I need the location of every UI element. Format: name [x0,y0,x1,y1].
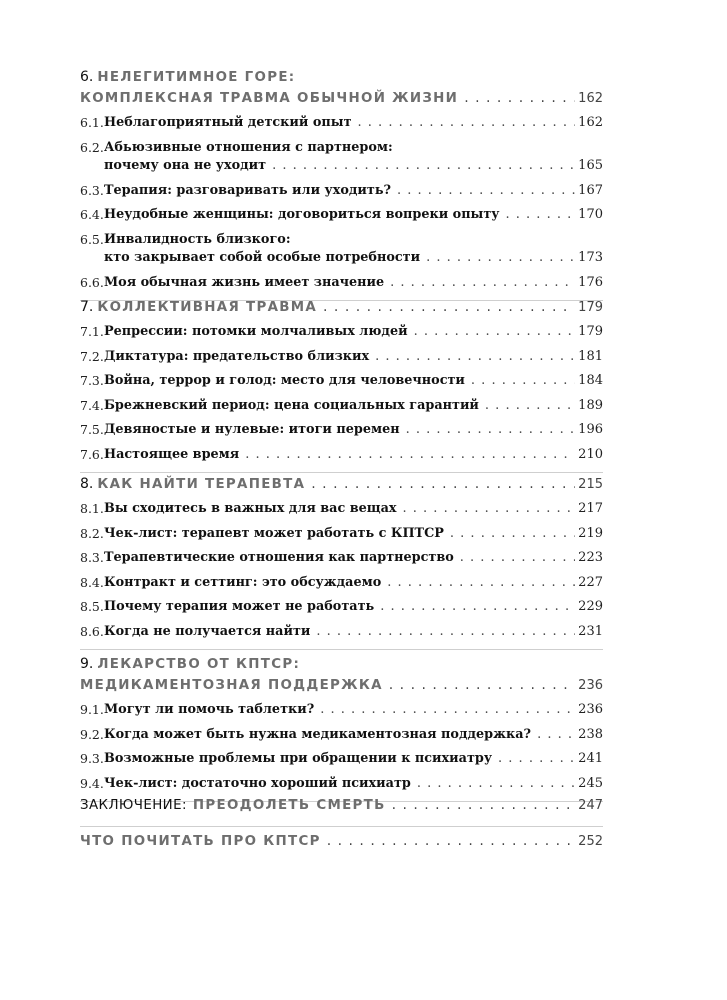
section-7-2-line [104,348,603,366]
section-8-3-title: Терапевтические отношения как партнерство [104,550,454,565]
chapter-6-page-number: 162 [578,91,603,106]
section-6-5-title: кто закрывает собой особые потребности [104,249,421,265]
section-8-1-title: Вы сходитесь в важных для вас вещах [104,501,397,516]
chapter-7-line [80,298,603,319]
section-7-2-title: Диктатура: предательство близких [104,348,370,364]
section-8-4-leader-dots [387,574,575,592]
section-7-4[interactable] [80,397,603,415]
section-7-4-title: Брежневский период: цена социальных гарантий [104,397,479,413]
section-9-1-leader-dots [320,701,575,719]
section-6-6-number: 6.6. [80,274,104,290]
section-6-6-line [104,274,603,292]
chapter-6-title: НЕЛЕГИТИМНОЕ ГОРЕ: [97,70,296,85]
section-7-5-leader-dots [406,421,576,439]
conclusion-divider [80,826,603,827]
section-8-4-title: Контракт и сеттинг: это обсуждаемо [104,574,382,590]
chapter-6-line [80,89,603,110]
section-6-5[interactable] [80,231,603,267]
section-6-3-number: 6.3. [80,182,104,198]
section-8-3-line [104,549,603,567]
section-7-1-line [104,323,603,341]
section-9-2-page-number: 238 [578,726,603,742]
section-8-5-line [104,598,603,616]
section-6-2-number: 6.2. [80,139,104,155]
section-7-2-page-number: 181 [578,348,603,364]
section-9-4[interactable] [80,775,603,793]
section-6-6-page-number: 176 [578,274,603,290]
section-8-3-leader-dots [460,549,575,567]
section-7-6-number: 7.6. [80,446,104,462]
section-8-1[interactable] [80,500,603,518]
section-7-1-page-number: 179 [578,324,603,339]
section-6-2-page-number: 165 [578,157,603,173]
reading-list-entry-title: ЧТО ПОЧИТАТЬ ПРО КПТСР [80,834,321,849]
chapter-8[interactable] [80,475,603,496]
section-8-3-number: 8.3. [80,550,104,565]
reading-list-entry[interactable] [80,832,603,853]
section-6-1-page-number: 162 [578,115,603,130]
section-7-3-number: 7.3. [80,373,104,388]
section-6-3-page-number: 167 [578,182,603,198]
section-6-6-title: Моя обычная жизнь имеет значение [104,274,385,290]
section-7-5-number: 7.5. [80,422,104,437]
section-7-3[interactable] [80,372,603,390]
section-7-5-page-number: 196 [578,422,603,437]
section-6-6-leader-dots [390,274,575,292]
section-7-2-leader-dots [375,348,575,366]
section-8-6-line [104,623,603,641]
conclusion-entry-leader-dots [392,796,576,814]
section-7-6[interactable] [80,446,603,464]
section-6-3-leader-dots [397,182,575,200]
chapter-9-title: ЛЕКАРСТВО ОТ КПТСР: [97,657,301,672]
section-9-4-page-number: 245 [578,775,603,791]
section-8-2-leader-dots [450,525,575,543]
section-7-3-page-number: 184 [578,373,603,388]
section-7-3-line [104,372,603,390]
section-7-5-title: Девяностые и нулевые: итоги перемен [104,422,400,437]
section-9-3-line [104,750,603,768]
section-7-4-page-number: 189 [578,397,603,413]
section-7-1[interactable] [80,323,603,341]
section-6-5-number: 6.5. [80,231,104,247]
section-8-2[interactable] [80,525,603,543]
section-6-3-title: Терапия: разговаривать или уходить? [104,182,392,198]
chapter-8-leader-dots [311,475,575,493]
section-8-5[interactable] [80,598,603,616]
section-8-1-line [104,500,603,518]
section-6-4-title: Неудобные женщины: договориться вопреки опыту [104,207,500,222]
section-7-1-leader-dots [414,323,576,341]
section-7-5[interactable] [80,421,603,439]
section-9-1-line [104,701,603,719]
conclusion-entry-line [80,796,603,817]
section-8-4[interactable] [80,574,603,592]
section-8-4-page-number: 227 [578,574,603,590]
section-8-1-leader-dots [403,500,576,518]
section-6-5-line [104,231,603,249]
section-8-6-title: Когда не получается найти [104,623,311,639]
section-6-2-title: почему она не уходит [104,157,267,173]
conclusion-entry-page-number: 247 [578,798,603,813]
section-9-1-title: Могут ли помочь таблетки? [104,702,315,717]
section-8-1-page-number: 217 [578,501,603,516]
section-9-4-line [104,775,603,793]
section-9-3-page-number: 241 [578,751,603,766]
section-8-6-page-number: 231 [578,623,603,639]
chapter-divider [80,649,603,650]
chapter-9-line [80,655,603,676]
section-6-2-line [104,139,603,157]
section-8-5-number: 8.5. [80,599,104,614]
section-7-1-title: Репрессии: потомки молчаливых людей [104,324,408,339]
chapter-9-leader-dots [389,676,575,694]
section-6-3-line [104,182,603,200]
section-8-3[interactable] [80,549,603,567]
section-9-4-title: Чек-лист: достаточно хороший психиатр [104,775,411,791]
section-7-1-number: 7.1. [80,324,104,339]
section-6-5-line [104,249,603,267]
section-8-6-leader-dots [316,623,575,641]
section-9-3-number: 9.3. [80,751,104,766]
section-9-3[interactable] [80,750,603,768]
section-7-6-leader-dots [245,446,575,464]
section-6-2-leader-dots [272,157,575,175]
section-8-6[interactable] [80,623,603,641]
section-7-6-title: Настоящее время [104,446,240,462]
chapter-6-number: 6. [80,69,94,85]
chapter-8-number: 8. [80,476,94,492]
chapter-9-page-number: 236 [578,678,603,693]
chapter-8-line [80,475,603,496]
section-8-1-number: 8.1. [80,501,104,516]
chapter-6-line [80,68,603,89]
chapter-9-line [80,676,603,697]
section-7-4-line [104,397,603,415]
conclusion-entry-title: ПРЕОДОЛЕТЬ СМЕРТЬ [192,798,386,813]
section-9-2-leader-dots [537,726,575,744]
chapter-divider [80,472,603,473]
section-6-4[interactable] [80,206,603,224]
section-9-2[interactable] [80,726,603,744]
section-8-5-leader-dots [380,598,575,616]
section-6-4-number: 6.4. [80,207,104,222]
section-7-6-line [104,446,603,464]
section-6-1-number: 6.1. [80,115,104,130]
section-6-2-line [104,157,603,175]
chapter-6-title: КОМПЛЕКСНАЯ ТРАВМА ОБЫЧНОЙ ЖИЗНИ [80,91,459,106]
section-6-1[interactable] [80,114,603,132]
section-7-2[interactable] [80,348,603,366]
chapter-7-number: 7. [80,299,94,315]
section-6-4-page-number: 170 [578,207,603,222]
section-7-3-leader-dots [471,372,575,390]
section-6-2-title: Абьюзивные отношения с партнером: [104,139,393,155]
section-7-2-number: 7.2. [80,348,104,364]
section-7-6-page-number: 210 [578,446,603,462]
section-9-2-line [104,726,603,744]
section-7-5-line [104,421,603,439]
section-7-4-leader-dots [485,397,575,415]
section-7-4-number: 7.4. [80,397,104,413]
conclusion-entry[interactable] [80,796,603,817]
reading-list-entry-line [80,832,603,853]
section-7-3-title: Война, террор и голод: место для человечности [104,373,465,388]
section-8-4-line [104,574,603,592]
section-9-1-number: 9.1. [80,702,104,717]
section-9-3-leader-dots [498,750,575,768]
section-9-1-page-number: 236 [578,702,603,717]
section-8-2-number: 8.2. [80,525,104,541]
chapter-6[interactable] [80,68,603,110]
section-6-4-leader-dots [506,206,576,224]
section-6-1-line [104,114,603,132]
chapter-7-title: КОЛЛЕКТИВНАЯ ТРАВМА [97,300,318,315]
chapter-7-leader-dots [323,298,575,316]
chapter-6-leader-dots [464,89,575,107]
chapter-9[interactable] [80,655,603,697]
chapter-9-title: МЕДИКАМЕНТОЗНАЯ ПОДДЕРЖКА [80,678,383,693]
section-8-6-number: 8.6. [80,623,104,639]
section-8-3-page-number: 223 [578,550,603,565]
section-6-5-leader-dots [426,249,575,267]
reading-list-entry-page-number: 252 [578,834,603,849]
section-6-1-leader-dots [358,114,576,132]
section-9-3-title: Возможные проблемы при обращении к психиатру [104,751,493,766]
section-8-2-title: Чек-лист: терапевт может работать с КПТСР [104,525,444,541]
section-9-4-number: 9.4. [80,775,104,791]
section-8-4-number: 8.4. [80,574,104,590]
chapter-8-title: КАК НАЙТИ ТЕРАПЕВТА [97,477,306,492]
section-9-2-title: Когда может быть нужна медикаментозная поддержка? [104,726,532,742]
section-8-2-page-number: 219 [578,525,603,541]
section-9-4-leader-dots [417,775,575,793]
chapter-7[interactable] [80,298,603,319]
section-8-5-page-number: 229 [578,599,603,614]
section-6-1-title: Неблагоприятный детский опыт [104,115,352,130]
section-6-2[interactable] [80,139,603,175]
reading-list-entry-leader-dots [327,832,575,850]
section-9-1[interactable] [80,701,603,719]
section-8-5-title: Почему терапия может не работать [104,599,375,614]
section-6-3[interactable] [80,182,603,200]
section-6-4-line [104,206,603,224]
section-6-6[interactable] [80,274,603,292]
section-6-5-page-number: 173 [578,249,603,265]
chapter-8-page-number: 215 [578,477,603,492]
chapter-9-number: 9. [80,656,94,672]
conclusion-entry-label: ЗАКЛЮЧЕНИЕ: [80,798,187,813]
chapter-7-page-number: 179 [578,300,603,315]
section-9-2-number: 9.2. [80,726,104,742]
section-6-5-title: Инвалидность близкого: [104,231,291,247]
section-8-2-line [104,525,603,543]
